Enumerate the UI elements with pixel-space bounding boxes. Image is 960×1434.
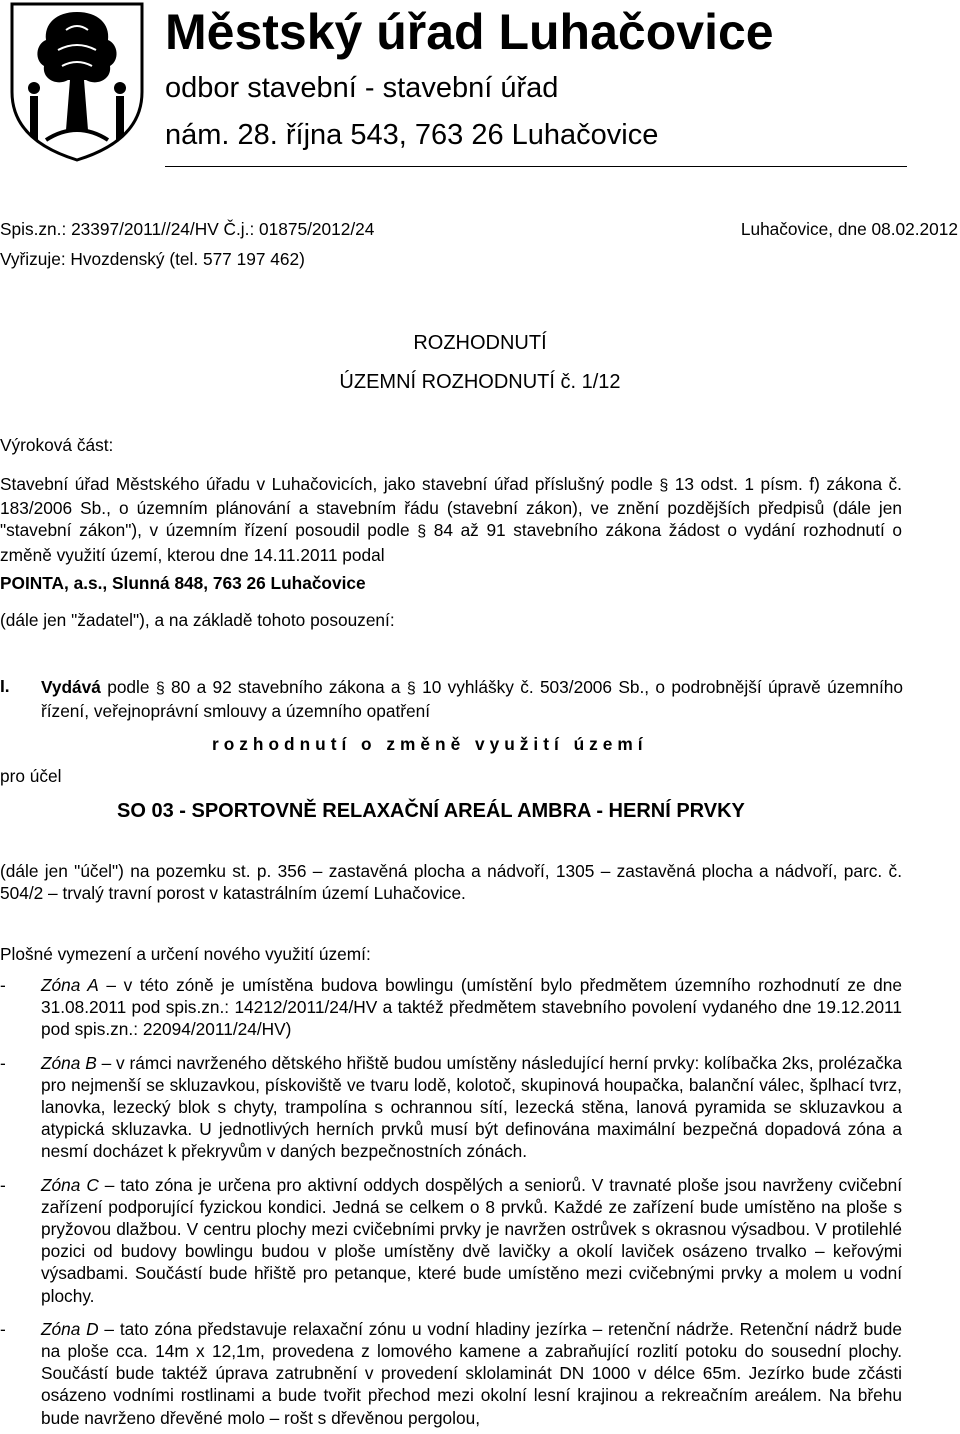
purpose-label: pro účel: [0, 766, 62, 786]
zone-name: Zóna B: [41, 1052, 97, 1073]
decision-subtitle: ÚZEMNÍ ROZHODNUTÍ č. 1/12: [339, 371, 621, 393]
location-paragraph: (dále jen "účel") na pozemku st. p. 356 – zastavěná plocha a nádvoří, 1305 – zastavěná plocha a nádvoří, parc. č. 504/2 – trvalý travní porost v katastrálním území Luhačovice.: [0, 861, 902, 904]
place-and-date: Luhačovice, dne 08.02.2012: [740, 219, 958, 239]
office-address: nám. 28. října 543, 763 26 Luhačovice: [165, 119, 659, 151]
section-sign: §: [155, 680, 165, 697]
paragraph-text: 13 odst. 1 písm. f) zákona č. 183/2006 Sb., o územním plánování a stavebním řádu (stavební zákon), ve znění pozdějších předpisů (dále jen "stavební zákon"), v územním řízení posoudil podle: [0, 474, 902, 541]
decision-on-land-use-change: rozhodnutí o změně využití území: [212, 734, 648, 754]
issues-verb: Vydává: [41, 677, 101, 697]
paragraph-text: 10 vyhlášky č. 503/2006 Sb., o podrobnější úpravě územního řízení, veřejnoprávní smlouvy a územního opatření: [41, 677, 903, 721]
issues-paragraph: [41, 676, 903, 722]
list-dash: -: [0, 1318, 6, 1339]
project-name: SO 03 - SPORTOVNĚ RELAXAČNÍ AREÁL AMBRA - HERNÍ PRVKY: [117, 800, 745, 822]
decision-title: ROZHODNUTÍ: [413, 332, 547, 354]
file-reference: Spis.zn.: 23397/2011//24/HV Č.j.: 01875/2012/24: [0, 219, 375, 239]
zone-text: – v této zóně je umístěna budova bowlingu (umístění bylo předmětem územního rozhodnutí ze dne 31.08.2011 pod spis.zn.: 14212/2011/24/HV a taktéž předmětem stavebního povolení vydaného dne 19.12.2011 pod spis.zn.: 22094/2011/24/HV): [41, 975, 902, 1040]
list-dash: -: [0, 1174, 6, 1195]
zones-heading: Plošné vymezení a určení nového využití území:: [0, 944, 371, 964]
zone-name: Zóna D: [41, 1318, 99, 1339]
operative-paragraph: [0, 473, 902, 566]
zone-name: Zóna A: [41, 975, 99, 995]
paragraph-text: 84 až 91 stavebního zákona žádost o vydání rozhodnutí o změně využití území, kterou dne 14.11.2011 podal: [0, 520, 902, 565]
section-sign: §: [659, 477, 669, 494]
zones-list: [0, 974, 902, 1429]
list-item: [0, 1052, 902, 1163]
list-item: [0, 1174, 902, 1307]
zone-text: – tato zóna je určena pro aktivní oddych dospělých a seniorů. V travnaté ploše jsou navrženy cvičební zařízení podporující fyzickou kondici. Jedná se celkem o 8 prvků. Každé ze zařízení bude umístěno na ploše s pryžovou dlažbou. V centru plochy mezi cvičebními prvky je navržen ostrůvek s okrasnou výsadbou. V protilehlé pozici od budovy bowlingu budou v ploše umístěny dvě lavičky a okolí laviček osázeno trvalko – keřovými výsadbami. Součástí bude hřiště pro petanque, které bude umístěno mezi cvičebnými prvky a molem u vodní plochy.: [41, 1174, 902, 1306]
paragraph-text: podle: [100, 677, 156, 697]
list-item: [0, 1318, 902, 1429]
paragraph-text: Stavební úřad Městského úřadu v Luhačovicích, jako stavební úřad příslušný podle: [0, 474, 660, 494]
operative-heading: Výroková část:: [0, 435, 114, 455]
header-divider: [165, 166, 907, 167]
municipal-crest-icon: [6, 0, 148, 164]
list-dash: -: [0, 1052, 6, 1073]
section-sign: §: [406, 680, 416, 697]
applicant: POINTA, a.s., Slunná 848, 763 26 Luhačovice: [0, 573, 366, 593]
handled-by: Vyřizuje: Hvozdenský (tel. 577 197 462): [0, 249, 305, 269]
list-dash: -: [0, 975, 6, 995]
applicant-note: (dále jen "žadatel"), a na základě tohoto posouzení:: [0, 610, 395, 630]
department-name: odbor stavební - stavební úřad: [165, 72, 559, 104]
zone-text: – v rámci navrženého dětského hřiště budou umístěny následující herní prvky: kolíbačka 2ks, prolézačka pro nejmenší se skluzavkou, pískoviště ve tvaru lodě, kolotoč, skupinová houpačka, balanční válec, šplhací tvrz, lanovka, lezecký blok s chyty, trampolína s ochrannou sítí, lezecká stěna, lanová pyramida se skluzavkou a atypická skluzavka. U jednotlivých herních prvků musí být definována maximální bezpečná dopadová zóna a nesmí docházet k překryvům v daných bezpečnostních zónách.: [41, 1052, 902, 1162]
paragraph-text: 80 a 92 stavebního zákona a: [164, 677, 407, 697]
section-sign: §: [417, 523, 427, 541]
zone-name: Zóna C: [41, 1174, 99, 1195]
zone-text: – tato zóna představuje relaxační zónu u vodní hladiny jezírka – retenční nádrže. Retenční nádrž bude na ploše cca. 14m x 12,1m, provedena z lomového kamene a zabraňující rozlití potoku do sousední plochy. Součástí bude taktéž úprava zatrubnění v provedení sklolaminát DN 1000 v délce 65m. Jezírko bude zčásti osázeno vodními rostlinami a bude tvořit přechod mezi okolní lesní krajinou a rekreačním areálem. Na břehu bude navrženo dřevěné molo – rošt s dřevěnou pergolou,: [41, 1318, 903, 1428]
office-name: Městský úřad Luhačovice: [165, 4, 774, 60]
section-number: I.: [0, 676, 10, 696]
list-item: [0, 974, 902, 1041]
